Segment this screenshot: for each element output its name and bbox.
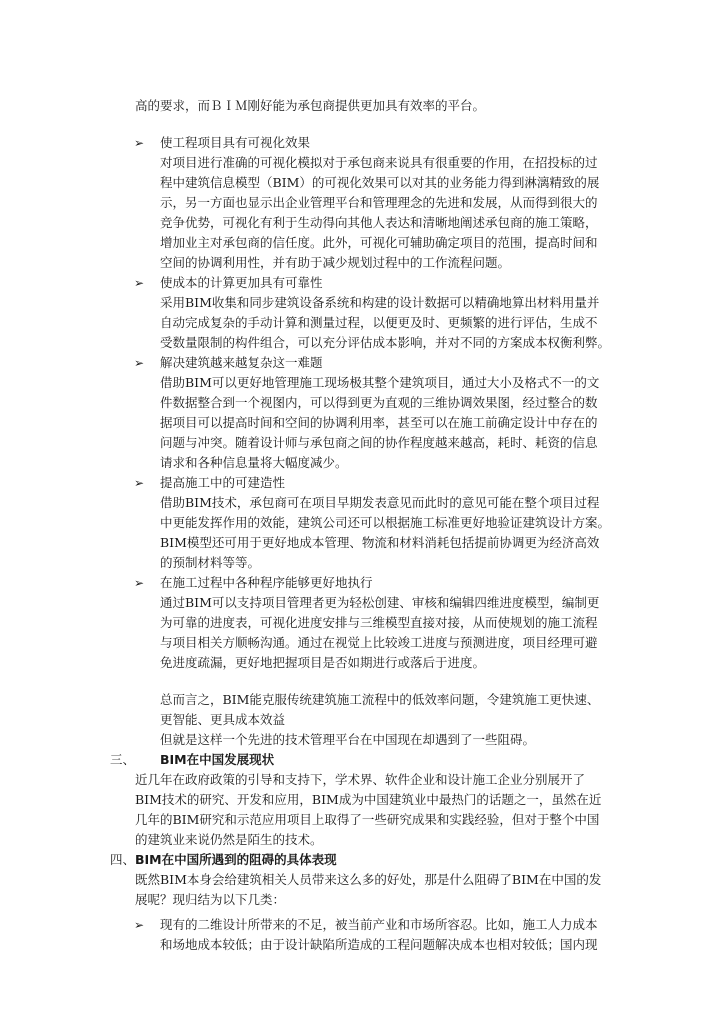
arrow-bullet-icon: ➢ <box>134 356 145 370</box>
paragraph-line: 为可靠的进度表，可视化进度安排与三维模型直接对接，从而使规划的施工流程 <box>160 615 598 630</box>
section-title: BIM在中国所遇到的阻碍的具体表现 <box>135 852 337 867</box>
paragraph-line: BIM技术的研究、开发和应用，BIM成为中国建筑业中最热门的话题之一，虽然在近 <box>135 792 602 807</box>
arrow-bullet-icon: ➢ <box>134 576 145 590</box>
paragraph-line: 受数量限制的构件组合，可以充分评估成本影响，并对不同的方案成本权衡利弊。 <box>160 335 611 350</box>
paragraph-line: 总而言之，BIM能克服传统建筑施工流程中的低效率问题，令建筑施工更快速、 <box>160 692 600 707</box>
paragraph-line: 借助BIM可以更好地管理施工现场极其整个建筑项目，通过大小及格式不一的文 <box>160 375 600 390</box>
paragraph-line: 的建筑业来说仍然是陌生的技术。 <box>135 832 323 847</box>
paragraph-line: 程中建筑信息模型（BIM）的可视化效果可以对其的业务能力得到淋漓精致的展 <box>160 175 600 190</box>
paragraph-line: 问题与冲突。随着设计师与承包商之间的协作程度越来越高，耗时、耗资的信息 <box>160 435 598 450</box>
paragraph-line: 和场地成本较低；由于设计缺陷所造成的工程问题解决成本也相对较低；国内现 <box>160 937 598 952</box>
bullet-heading: 在施工过程中各种程序能够更好地执行 <box>160 575 373 590</box>
paragraph-line: 与项目相关方顺畅沟通。通过在视觉上比较竣工进度与预测进度，项目经理可避 <box>160 635 598 650</box>
paragraph-line: 展呢？现归结为以下几类： <box>135 892 286 907</box>
arrow-bullet-icon: ➢ <box>134 276 145 290</box>
arrow-bullet-icon: ➢ <box>134 918 145 932</box>
paragraph-line: 但就是这样一个先进的技术管理平台在中国现在却遇到了一些阻碍。 <box>160 732 536 747</box>
paragraph-line: 高的要求，而ＢＩＭ刚好能为承包商提供更加具有效率的平台。 <box>135 98 486 113</box>
paragraph-line: 增加业主对承包商的信任度。此外，可视化可辅助确定项目的范围，提高时间和 <box>160 235 598 250</box>
paragraph-line: 竞争优势，可视化有利于生动得向其他人表达和清晰地阐述承包商的施工策略， <box>160 215 598 230</box>
paragraph-line: 借助BIM技术，承包商可在项目早期发表意见而此时的意见可能在整个项目过程 <box>160 495 600 510</box>
bullet-heading: 使成本的计算更加具有可靠性 <box>160 275 323 290</box>
paragraph-line: 近几年在政府政策的引导和支持下，学术界、软件企业和设计施工企业分别展开了 <box>135 772 586 787</box>
paragraph-line: 对项目进行准确的可视化模拟对于承包商来说具有很重要的作用，在招投标的过 <box>160 155 598 170</box>
bullet-heading: 解决建筑越来越复杂这一难题 <box>160 355 323 370</box>
arrow-bullet-icon: ➢ <box>134 476 145 490</box>
paragraph-line: 免进度疏漏，更好地把握项目是否如期进行或落后于进度。 <box>160 655 486 670</box>
paragraph-line: 请求和各种信息量将大幅度减少。 <box>160 455 348 470</box>
paragraph-line: BIM模型还可用于更好地成本管理、物流和材料消耗包括提前协调更为经济高效 <box>160 535 600 550</box>
section-number: 三、 <box>110 752 136 767</box>
bullet-heading: 使工程项目具有可视化效果 <box>160 135 311 150</box>
paragraph-line: 示，另一方面也显示出企业管理平台和管理理念的先进和发展，从而得到很大的 <box>160 195 598 210</box>
section-title: BIM在中国发展现状 <box>160 752 275 767</box>
paragraph-line: 据项目可以提高时间和空间的协调利用率，甚至可以在施工前确定设计中存在的 <box>160 415 598 430</box>
paragraph-line: 空间的协调利用性，并有助于减少规划过程中的工作流程问题。 <box>160 255 511 270</box>
bullet-heading: 提高施工中的可建造性 <box>160 475 286 490</box>
paragraph-line: 更智能、更具成本效益 <box>160 712 286 727</box>
paragraph-line: 件数据整合到一个视图内，可以得到更为直观的三维协调效果图，经过整合的数 <box>160 395 598 410</box>
paragraph-line: 几年的BIM研究和示范应用项目上取得了一些研究成果和实践经验，但对于整个中国 <box>135 812 600 827</box>
paragraph-line: 自动完成复杂的手动计算和测量过程，以便更及时、更频繁的进行评估，生成不 <box>160 315 598 330</box>
section-number: 四、 <box>110 852 136 867</box>
paragraph-line: 通过BIM可以支持项目管理者更为轻松创建、审核和编辑四维进度模型，编制更 <box>160 595 600 610</box>
paragraph-line: 既然BIM本身会给建筑相关人员带来这么多的好处，那是什么阻碍了BIM在中国的发 <box>135 872 602 887</box>
paragraph-line: 中更能发挥作用的效能，建筑公司还可以根据施工标准更好地验证建筑设计方案。 <box>160 515 611 530</box>
paragraph-line: 采用BIM收集和同步建筑设备系统和构建的设计数据可以精确地算出材料用量并 <box>160 295 600 310</box>
paragraph-line: 现有的二维设计所带来的不足，被当前产业和市场所容忍。比如，施工人力成本 <box>160 917 598 932</box>
paragraph-line: 的预制材料等等。 <box>160 555 261 570</box>
arrow-bullet-icon: ➢ <box>134 136 145 150</box>
